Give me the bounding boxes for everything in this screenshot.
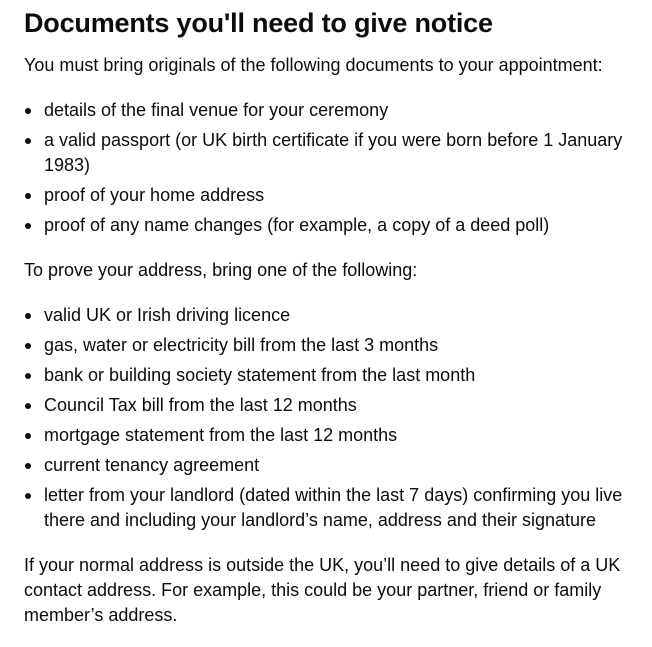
list-item: details of the final venue for your ceremony	[44, 98, 628, 123]
address-intro: To prove your address, bring one of the following:	[24, 260, 418, 280]
list-item: a valid passport (or UK birth certificate if you were born before 1 January 1983)	[44, 128, 628, 178]
list-item: proof of your home address	[44, 183, 628, 208]
list-item: current tenancy agreement	[44, 453, 628, 478]
list-item: mortgage statement from the last 12 months	[44, 423, 628, 448]
list-item: proof of any name changes (for example, a copy of a deed poll)	[44, 213, 628, 238]
list-item: bank or building society statement from the last month	[44, 363, 628, 388]
documents-list	[24, 98, 628, 238]
outside-uk-note: If your normal address is outside the UK, you’ll need to give details of a UK contact address. For example, this could be your partner, friend or family member’s address.	[24, 555, 621, 625]
list-item: Council Tax bill from the last 12 months	[44, 393, 628, 418]
list-item: valid UK or Irish driving licence	[44, 303, 628, 328]
list-item: gas, water or electricity bill from the last 3 months	[44, 333, 628, 358]
address-proofs-list	[24, 303, 628, 533]
list-item: letter from your landlord (dated within the last 7 days) confirming you live there and including your landlord’s name, address and their signature	[44, 483, 628, 533]
page-heading: Documents you'll need to give notice	[24, 8, 493, 38]
documents-intro: You must bring originals of the following documents to your appointment:	[24, 55, 603, 75]
